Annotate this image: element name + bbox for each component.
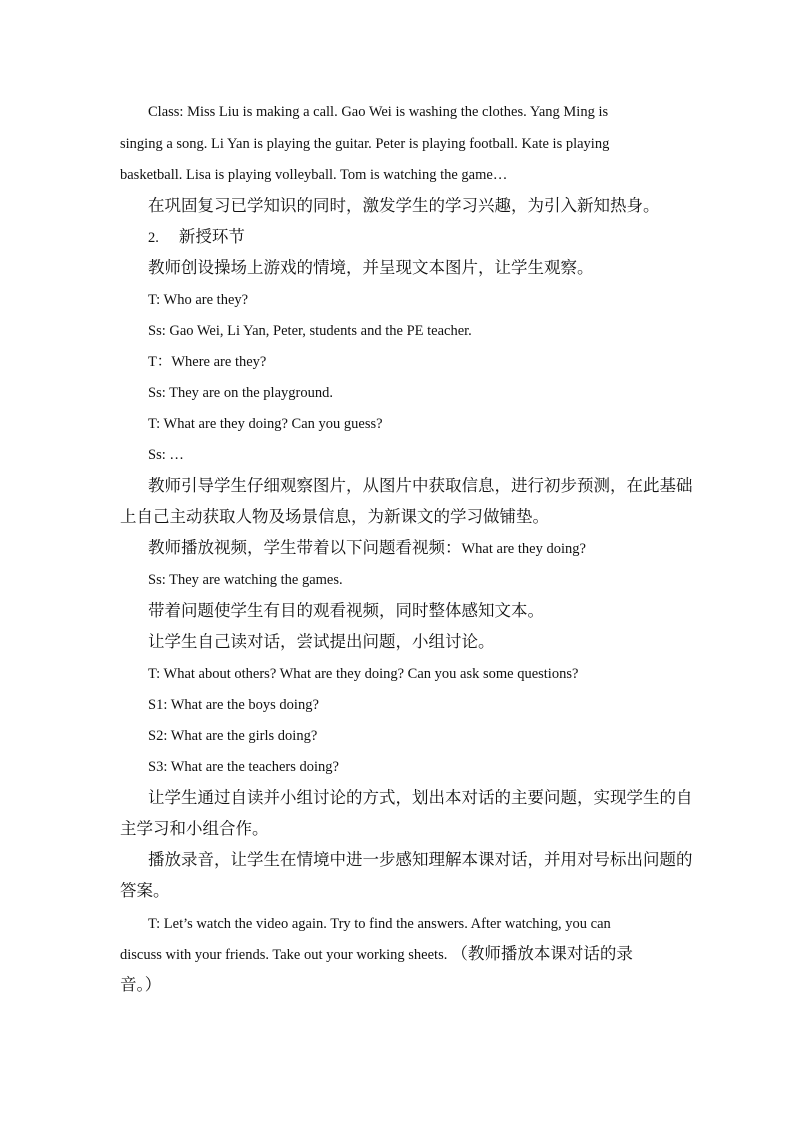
- dialogue-line: Ss: They are watching the games.: [148, 572, 343, 588]
- dialogue-line: Ss: …: [148, 447, 184, 463]
- paragraph-line: 上自己主动获取人物及场景信息，为新课文的学习做铺垫。: [120, 507, 549, 526]
- paragraph-line: 教师引导学生仔细观察图片，从图片中获取信息，进行初步预测，在此基础: [148, 476, 693, 495]
- paragraph-line: Class: Miss Liu is making a call. Gao Wei is washing the clothes. Yang Ming is: [148, 104, 609, 120]
- dialogue-line: Ss: They are on the playground.: [148, 385, 333, 401]
- paragraph-text-zh: 教师播放视频，学生带着以下问题看视频：: [148, 538, 462, 557]
- paragraph-line: [148, 540, 586, 557]
- paragraph-line: 主学习和小组合作。: [120, 819, 269, 838]
- paragraph-line: 让学生通过自读并小组讨论的方式，划出本对话的主要问题，实现学生的自: [148, 788, 693, 807]
- paragraph-line: [120, 946, 633, 963]
- dialogue-line: T: What about others? What are they doing? Can you ask some questions?: [148, 666, 579, 682]
- paragraph-text-en: discuss with your friends. Take out your working sheets.: [120, 947, 448, 963]
- dialogue-line: S1: What are the boys doing?: [148, 697, 319, 713]
- paragraph-line: 答案。: [120, 881, 170, 900]
- paragraph-line: 教师创设操场上游戏的情境，并呈现文本图片，让学生观察。: [148, 258, 594, 277]
- paragraph-line: 在巩固复习已学知识的同时，激发学生的学习兴趣，为引入新知热身。: [148, 196, 660, 215]
- paragraph-line: 带着问题使学生有目的观看视频，同时整体感知文本。: [148, 601, 544, 620]
- paragraph-line: 音。）: [120, 975, 162, 994]
- section-title: 新授环节: [178, 227, 245, 246]
- section-number: 2.: [148, 230, 159, 246]
- paragraph-line: 播放录音，让学生在情境中进一步感知理解本课对话，并用对号标出问题的: [148, 850, 693, 869]
- dialogue-line: S2: What are the girls doing?: [148, 728, 318, 744]
- paragraph-line: 让学生自己读对话，尝试提出问题，小组讨论。: [148, 632, 495, 651]
- dialogue-line: T: Who are they?: [148, 292, 249, 308]
- paragraph-text-en: What are they doing?: [461, 541, 586, 557]
- dialogue-line: S3: What are the teachers doing?: [148, 759, 339, 775]
- dialogue-line: Ss: Gao Wei, Li Yan, Peter, students and the PE teacher.: [148, 323, 472, 339]
- dialogue-line: T: What are they doing? Can you guess?: [148, 416, 383, 432]
- paragraph-line: singing a song. Li Yan is playing the guitar. Peter is playing football. Kate is playing: [120, 136, 610, 152]
- paragraph-line: basketball. Lisa is playing volleyball. Tom is watching the game…: [120, 167, 508, 183]
- paragraph-line: T: Let’s watch the video again. Try to find the answers. After watching, you can: [148, 916, 611, 932]
- dialogue-line: T：Where are they?: [148, 354, 267, 370]
- paragraph-text-zh: （教师播放本课对话的录: [451, 944, 633, 963]
- section-heading: [148, 229, 245, 246]
